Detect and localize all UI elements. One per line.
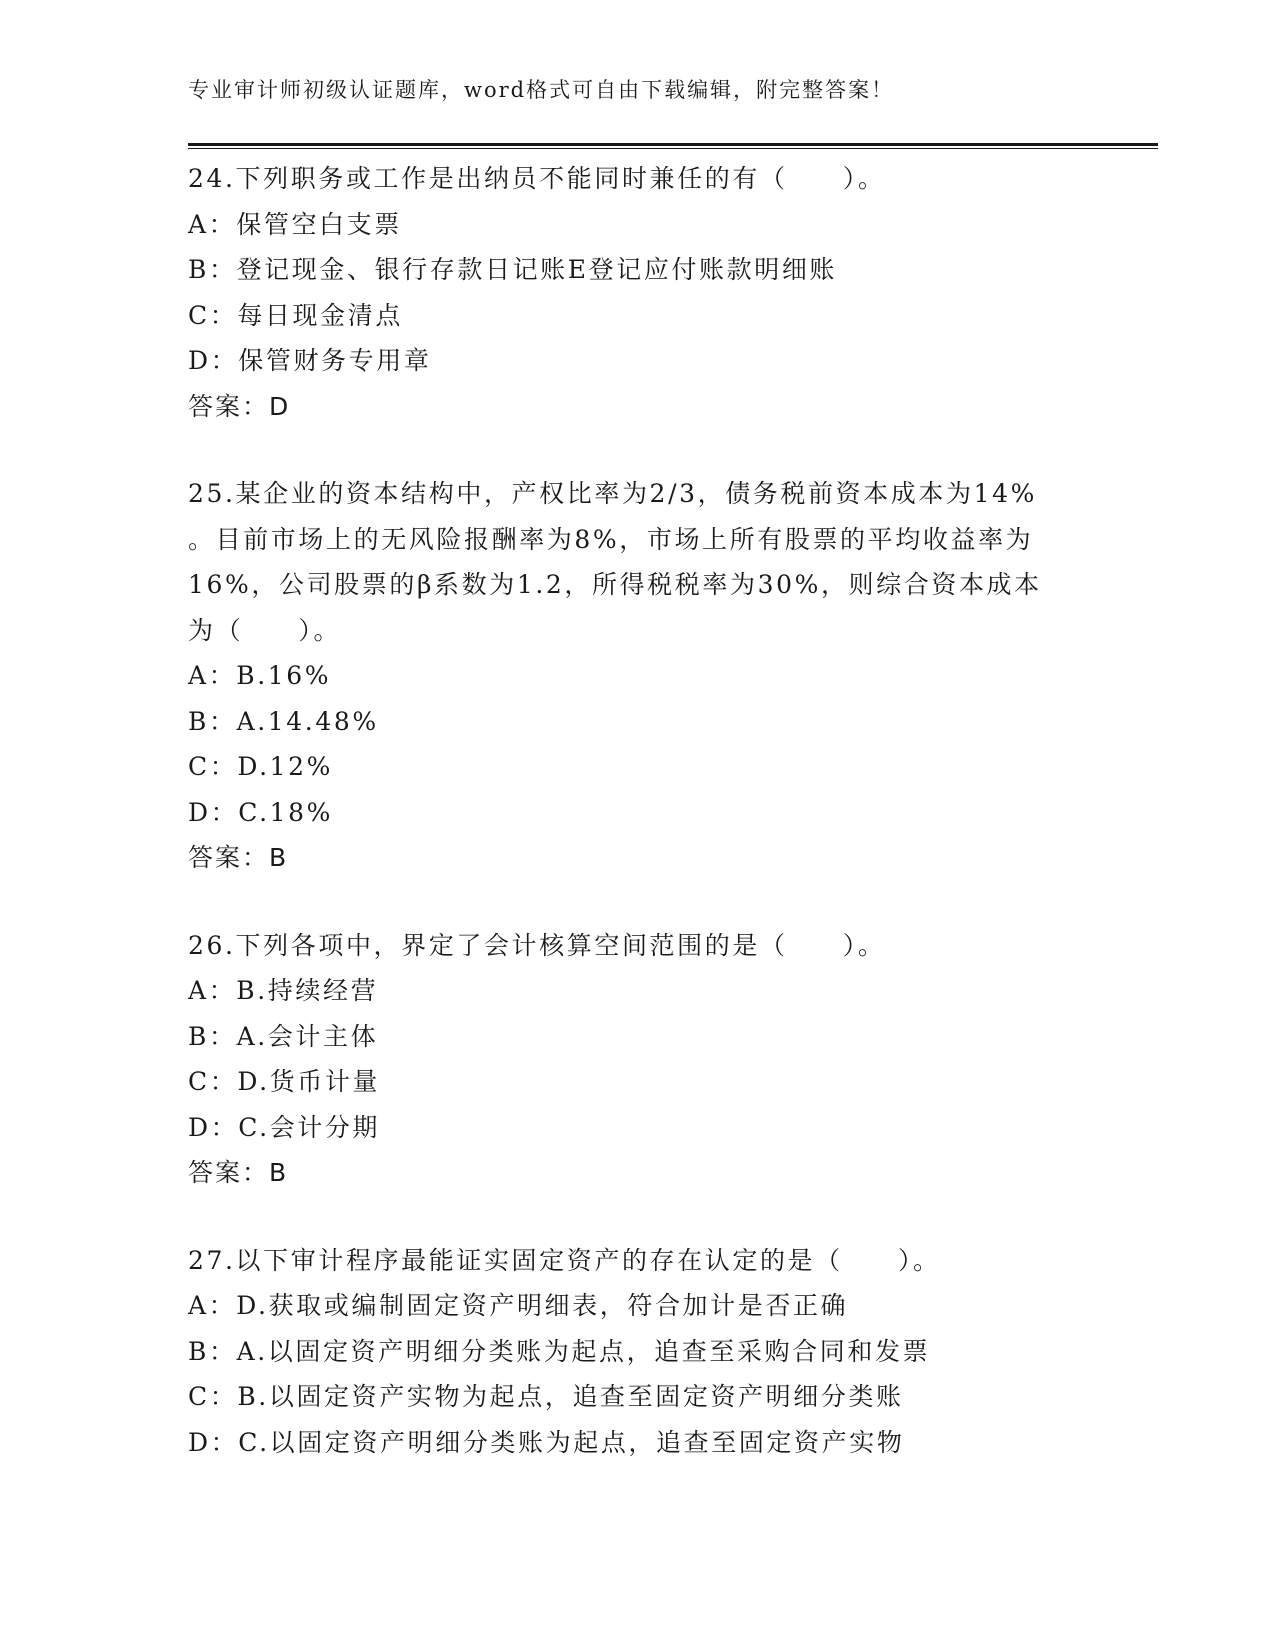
option-c: C：D.12% <box>188 752 333 781</box>
question-stem: 。目前市场上的无风险报酬率为8%，市场上所有股票的平均收益率为 <box>188 524 1034 554</box>
question-stem: 16%，公司股票的β系数为1.2，所得税税率为30%，则综合资本成本 <box>188 570 1042 599</box>
question-stem: 27.以下审计程序最能证实固定资产的存在认定的是（ ）。 <box>188 1245 941 1275</box>
option-a: A：B.持续经营 <box>188 976 379 1005</box>
option-b: B：A.14.48% <box>188 706 379 736</box>
answer: 答案：D <box>188 391 291 421</box>
question-27 <box>188 1238 1088 1466</box>
option-d: D：C.18% <box>188 797 333 827</box>
header-rule <box>188 143 1158 149</box>
question-stem: 24.下列职务或工作是出纳员不能同时兼任的有（ ）。 <box>188 164 886 193</box>
option-a: A：D.获取或编制固定资产明细表，符合加计是否正确 <box>188 1291 849 1320</box>
question-list <box>188 156 1088 1507</box>
option-d: D：保管财务专用章 <box>188 346 432 375</box>
page-header: 专业审计师初级认证题库，word格式可自由下载编辑，附完整答案！ <box>188 78 895 102</box>
question-24 <box>188 156 1088 429</box>
option-d: D：C.以固定资产明细分类账为起点，追查至固定资产实物 <box>188 1427 905 1457</box>
option-a: A：B.16% <box>188 661 332 690</box>
option-c: C：B.以固定资产实物为起点，追查至固定资产明细分类账 <box>188 1382 904 1411</box>
question-stem: 25.某企业的资本结构中，产权比率为2/3，债务税前资本成本为14% <box>188 479 1037 508</box>
option-b: B：A.会计主体 <box>188 1021 379 1051</box>
question-25 <box>188 471 1088 881</box>
option-a: A：保管空白支票 <box>188 209 402 239</box>
question-26 <box>188 923 1088 1196</box>
option-c: C：每日现金清点 <box>188 300 403 330</box>
question-stem: 26.下列各项中，界定了会计核算空间范围的是（ ）。 <box>188 930 886 960</box>
answer: 答案：B <box>188 843 289 872</box>
question-stem: 为（ ）。 <box>188 615 342 645</box>
option-b: B：A.以固定资产明细分类账为起点，追查至采购合同和发票 <box>188 1336 931 1366</box>
option-d: D：C.会计分期 <box>188 1112 381 1142</box>
answer: 答案：B <box>188 1158 289 1187</box>
option-b: B：登记现金、银行存款日记账E登记应付账款明细账 <box>188 255 838 284</box>
option-c: C：D.货币计量 <box>188 1067 381 1096</box>
